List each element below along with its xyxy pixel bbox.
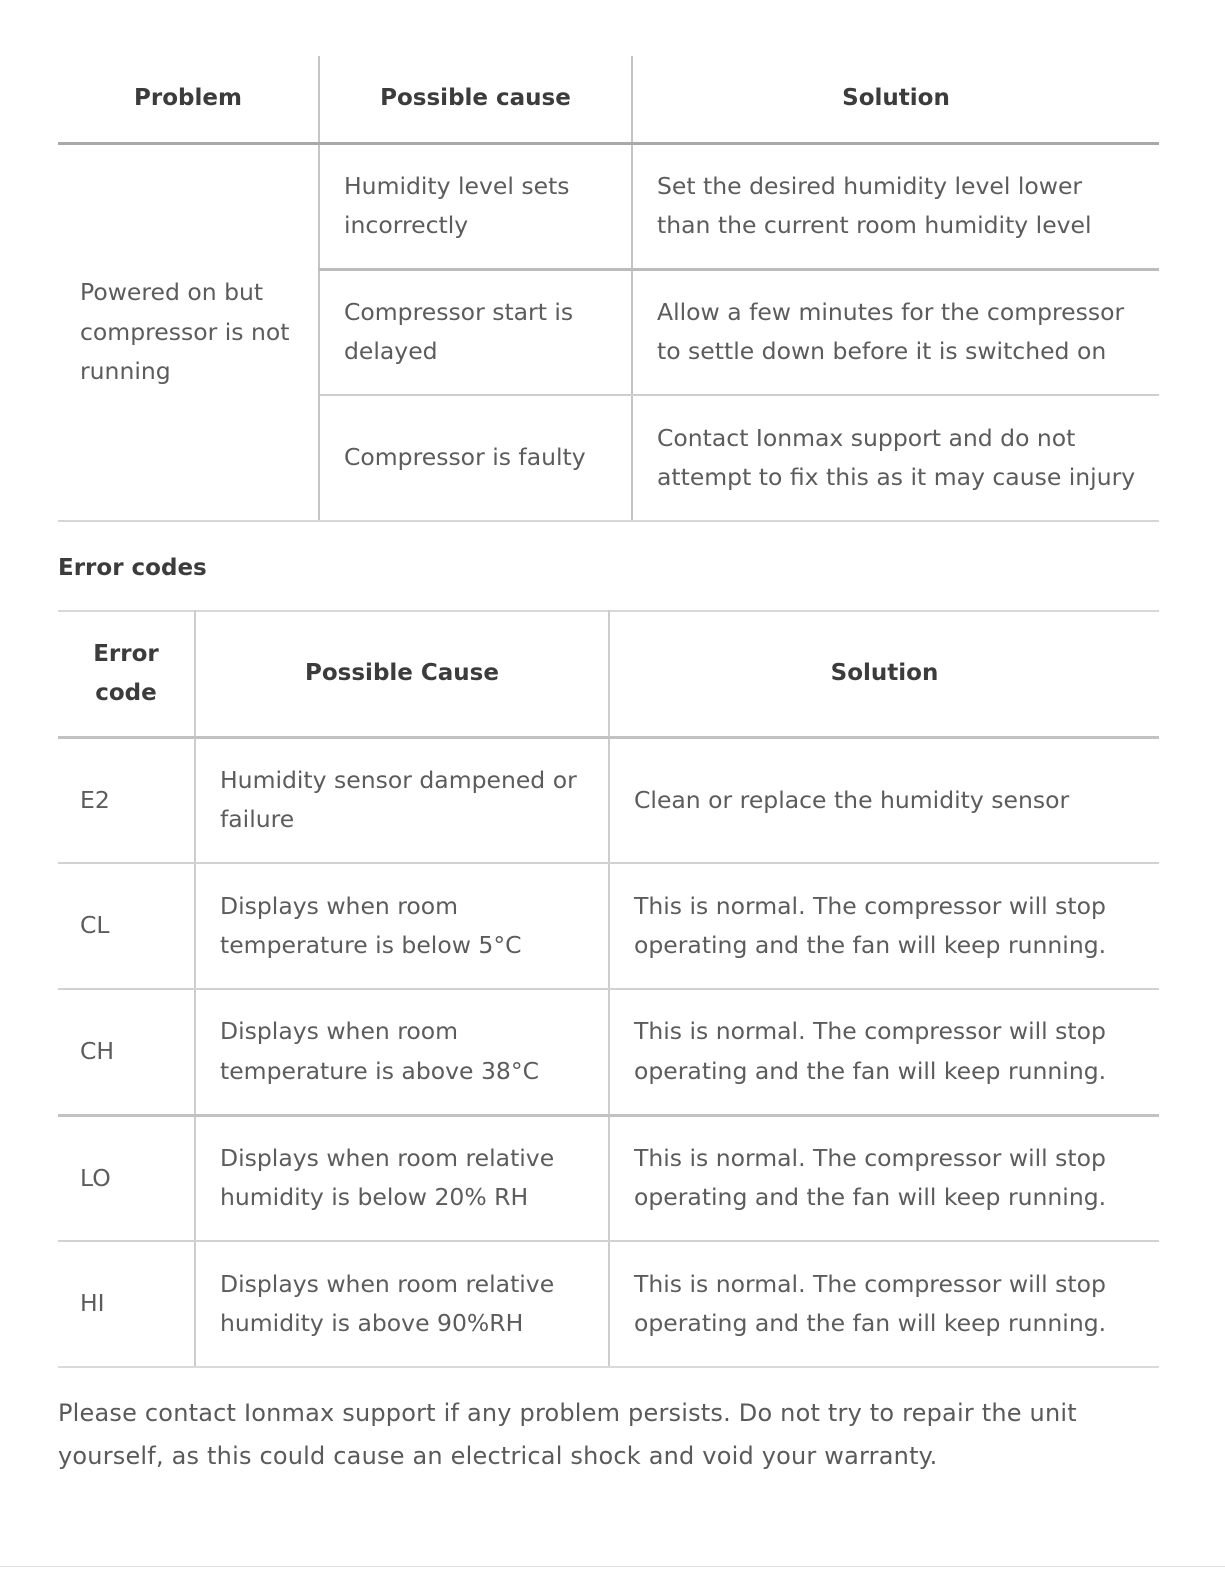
solution-cell: Contact Ionmax support and do not attempt to fix this as it may cause injury: [632, 395, 1159, 521]
error-code-cell: E2: [58, 737, 195, 863]
cause-cell: Displays when room relative humidity is above 90%RH: [195, 1241, 609, 1367]
cause-cell: Compressor start is delayed: [319, 269, 632, 395]
solution-cell: Allow a few minutes for the compressor to settle down before it is switched on: [632, 269, 1159, 395]
section-title-error-codes: Error codes: [58, 555, 207, 581]
table-row: [58, 863, 1159, 989]
table-row: [58, 1241, 1159, 1367]
error-code-cell: HI: [58, 1241, 195, 1367]
error-codes-table: [58, 610, 1159, 1368]
solution-cell: Clean or replace the humidity sensor: [609, 737, 1159, 863]
document-page: [58, 56, 1159, 1502]
solution-cell: This is normal. The compressor will stop operating and the fan will keep running.: [609, 1241, 1159, 1367]
table-header-row: [58, 611, 1159, 737]
page-bottom-divider: [0, 1566, 1225, 1585]
solution-cell: This is normal. The compressor will stop operating and the fan will keep running.: [609, 989, 1159, 1115]
table-row: [58, 737, 1159, 863]
table-header-row: [58, 56, 1159, 143]
solution-cell: Set the desired humidity level lower than the current room humidity level: [632, 143, 1159, 269]
table-row: [58, 1115, 1159, 1241]
error-code-cell: LO: [58, 1115, 195, 1241]
cause-cell: Humidity level sets incorrectly: [319, 143, 632, 269]
cause-cell: Displays when room relative humidity is below 20% RH: [195, 1115, 609, 1241]
solution-cell: This is normal. The compressor will stop operating and the fan will keep running.: [609, 1115, 1159, 1241]
error-code-cell: CH: [58, 989, 195, 1115]
footer-note: Please contact Ionmax support if any problem persists. Do not try to repair the unit yourself, as this could cause an electrical shock and void your warranty.: [58, 1399, 1077, 1470]
header-possible-cause: Possible cause: [319, 56, 632, 143]
cause-cell: Displays when room temperature is above 38°C: [195, 989, 609, 1115]
table-row: [58, 989, 1159, 1115]
header-possible-cause: Possible Cause: [195, 611, 609, 737]
table-row: [58, 143, 1159, 269]
cause-cell: Displays when room temperature is below 5°C: [195, 863, 609, 989]
problem-cell: Powered on but compressor is not running: [58, 143, 319, 521]
header-solution: Solution: [609, 611, 1159, 737]
troubleshooting-table: [58, 56, 1159, 522]
header-problem: Problem: [58, 56, 319, 143]
header-error-code: Error code: [58, 611, 195, 737]
error-code-cell: CL: [58, 863, 195, 989]
cause-cell: Humidity sensor dampened or failure: [195, 737, 609, 863]
cause-cell: Compressor is faulty: [319, 395, 632, 521]
solution-cell: This is normal. The compressor will stop operating and the fan will keep running.: [609, 863, 1159, 989]
header-solution: Solution: [632, 56, 1159, 143]
